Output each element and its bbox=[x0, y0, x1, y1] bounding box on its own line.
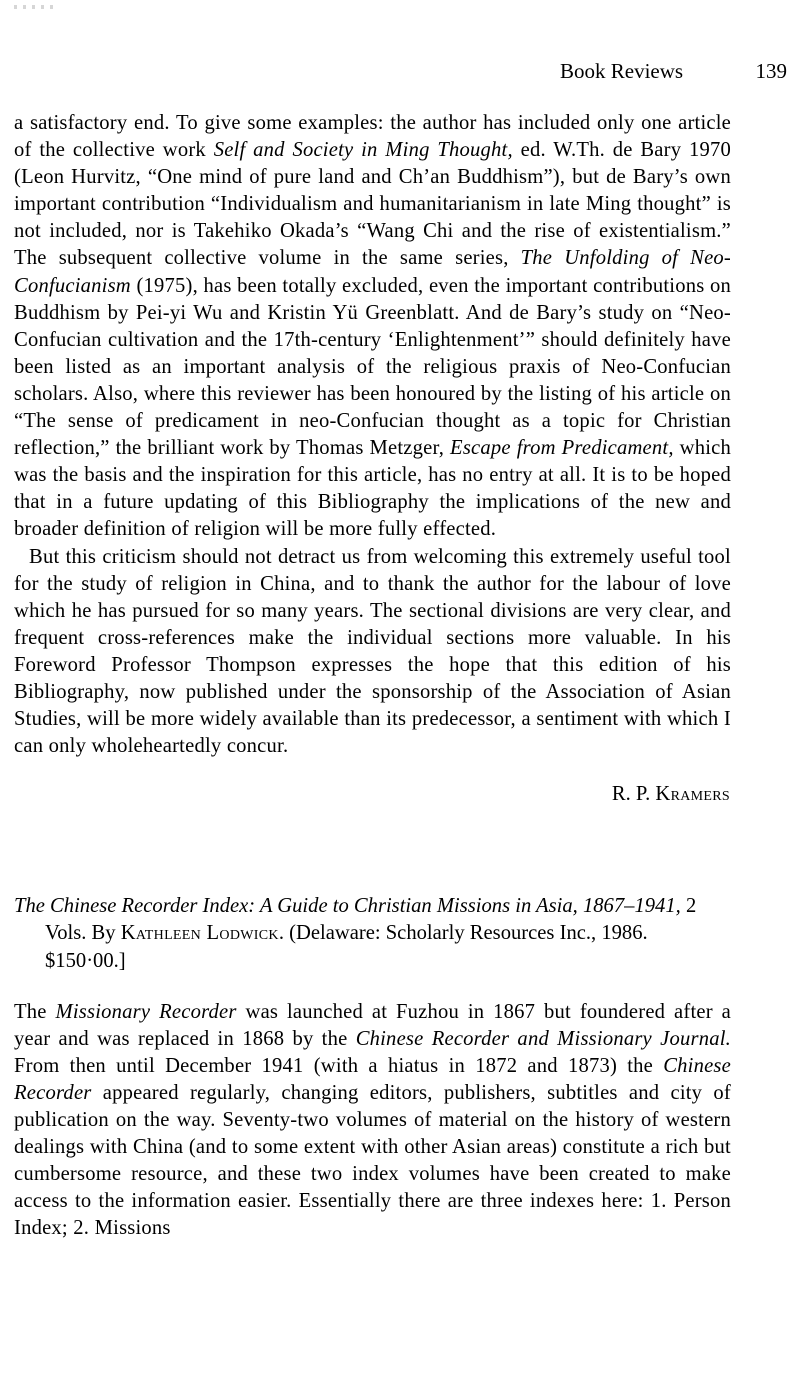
italic-journal-missionary-recorder: Missionary Recorder bbox=[55, 1000, 237, 1023]
text-run: The bbox=[14, 1000, 56, 1023]
italic-book-title-unfolding: The Unfolding of Neo-Confucianism bbox=[14, 247, 731, 297]
italic-journal-chinese-recorder-and-missionary-journal: Chinese Recorder and Missionary Journal. bbox=[355, 1027, 731, 1050]
text-run: (1975), has been totally excluded, even the important contributions on Buddhism by Pei-yi Wu and Kristin Yü Greenblatt. And de Bary’s study on “Neo-Confucian cultivation and the 17th-century ‘Enlightenment’” should definitely have been listed as an important analysis of the religious praxis of Neo-Confucian scholars. Also, where this reviewer has been honoured by the listing of his article on “The sense of predicament in neo-Confucian thought as a topic for Christian reflection,” the brilliant work by Thomas Metzger, bbox=[14, 274, 731, 460]
reviewer-surname: Kramers bbox=[655, 783, 730, 806]
book-citation bbox=[14, 808, 731, 974]
text-run: a satisfactory end. To give some examples: the author has included only one article of the collective work bbox=[14, 112, 731, 162]
text-run: which was the basis and the inspiration for this article, has no entry at all. It is to be hoped that in a future updating of this Bibliography the implications of the new and broader definition of religion will be more fully effected. bbox=[14, 437, 731, 541]
citation-volumes: 2 Vols. By bbox=[45, 895, 697, 945]
italic-book-title-escape: Escape from Predicament, bbox=[450, 437, 674, 460]
reviewer-signature bbox=[14, 760, 731, 808]
citation-publisher: . (Delaware: Scholarly Resources Inc., 1986. $150·00.] bbox=[45, 922, 648, 972]
scan-artifact bbox=[14, 5, 58, 9]
running-head bbox=[14, 56, 787, 86]
paragraph-conclusion: But this criticism should not detract us from welcoming this extremely useful tool for the study of religion in China, and to thank the author for the labour of love which he has pursued for so many years. The sectional divisions are very clear, and frequent cross-references make the individual sections more valuable. In his Foreword Professor Thompson expresses the hope that this edition of his Bibliography, now published under the sponsorship of the Association of Asian Studies, will be more widely available than its predecessor, a sentiment with which I can only wholeheartedly concur. bbox=[14, 545, 731, 758]
italic-book-title-self-and-society: Self and Society in Ming Thought, bbox=[213, 139, 513, 162]
citation-title: The Chinese Recorder Index: A Guide to Christian Missions in Asia, 1867–1941, bbox=[14, 895, 681, 918]
page-number: 139 bbox=[755, 59, 787, 83]
text-run: was launched at Fuzhou in 1867 but foundered after a year and was replaced in 1868 by the bbox=[14, 1000, 732, 1050]
citation-author: Kathleen Lodwick bbox=[120, 922, 279, 945]
italic-journal-chinese-recorder: Chinese Recorder bbox=[14, 1054, 731, 1104]
reviewer-initials: R. P. bbox=[611, 783, 656, 806]
text-run: appeared regularly, changing editors, publishers, subtitles and city of publication on the way. Seventy-two volumes of material on the history of western dealings with China (and to some extent with other Asian areas) constitute a rich but cumbersome resource, and these two index volumes have been created to make access to the information easier. Essentially there are three indexes here: 1. Person Index; 2. Missions bbox=[14, 1081, 731, 1240]
text-run: ed. W.Th. de Bary 1970 (Leon Hurvitz, “One mind of pure land and Ch’an Buddhism”), but de Bary’s own important contribution “Individualism and humanitarianism in late Ming thought” is not included, nor is Takehiko Okada’s “Wang Chi and the rise of existentialism.” The subsequent collective volume in the same series, bbox=[14, 139, 731, 270]
running-head-title: Book Reviews bbox=[560, 59, 684, 83]
text-column bbox=[14, 110, 731, 1242]
text-run: From then until December 1941 (with a hiatus in 1872 and 1873) the bbox=[14, 1054, 664, 1077]
paragraph-review-two-opening bbox=[14, 975, 731, 1243]
paragraph-continued bbox=[14, 110, 731, 544]
